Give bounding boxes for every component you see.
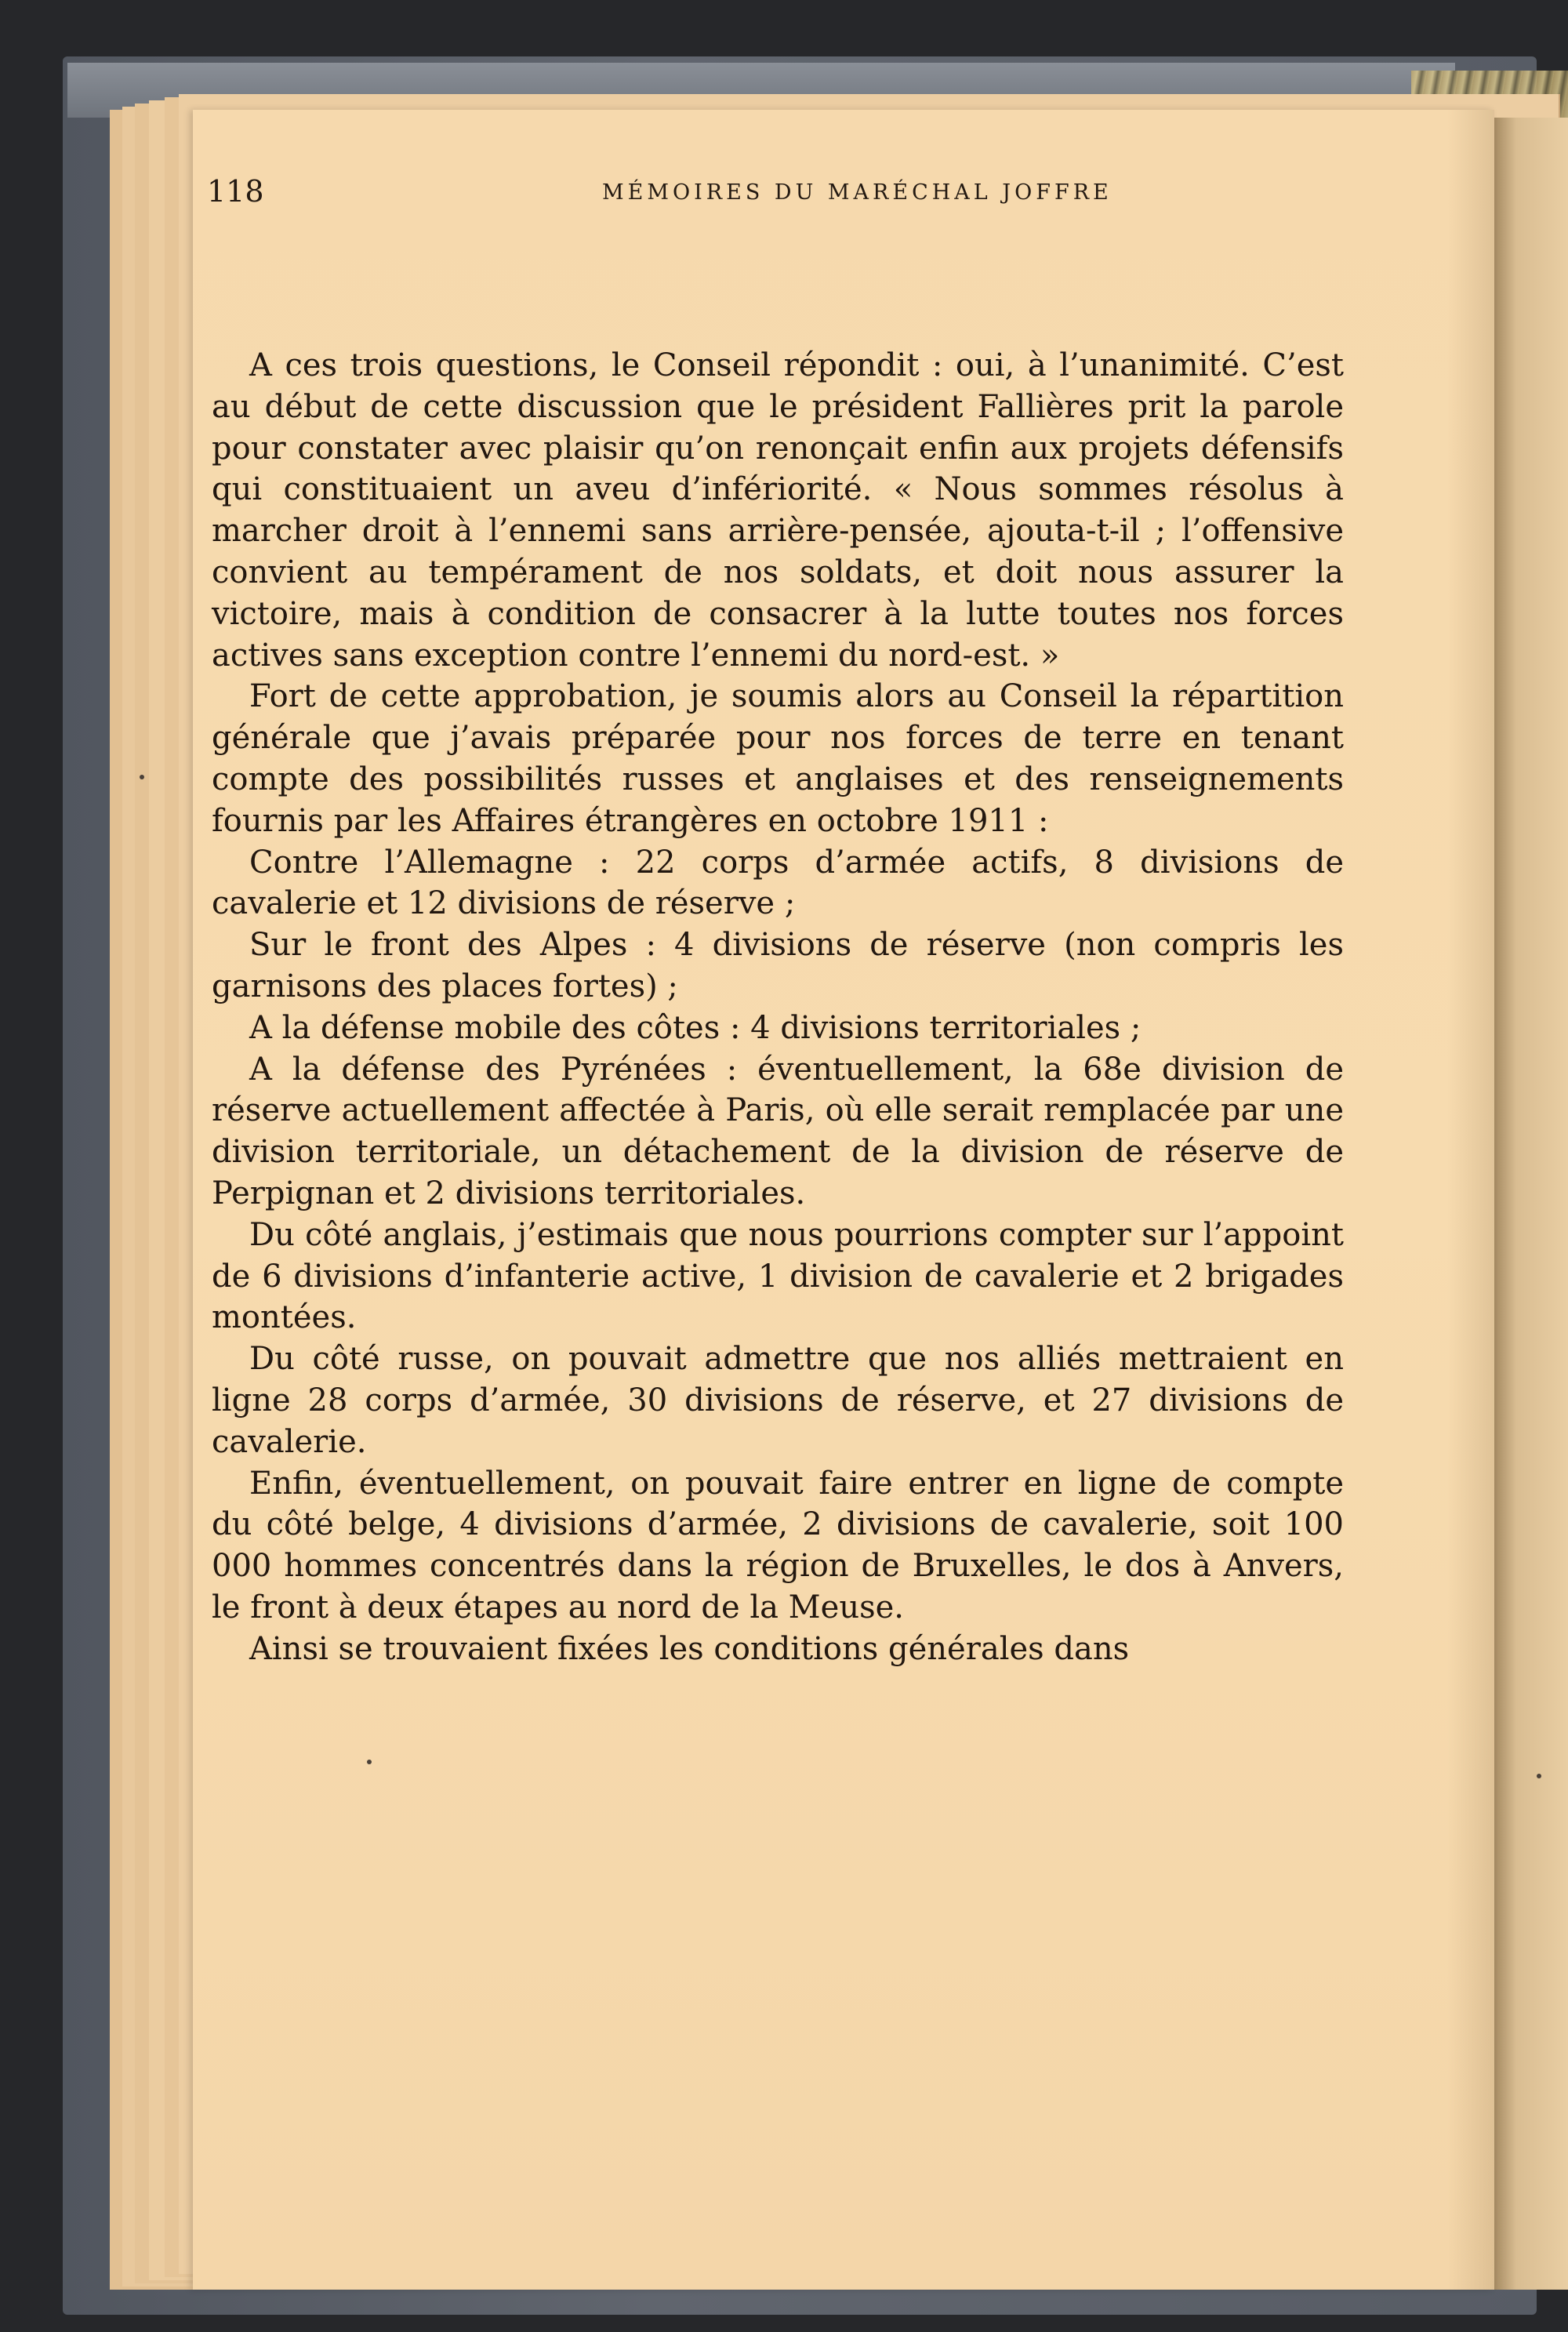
- body-text: [212, 345, 1344, 1670]
- paragraph: Ainsi se trouvaient fixées les conditions générales dans: [249, 1630, 1130, 1667]
- paragraph: Sur le front des Alpes : 4 divisions de réserve (non compris les garnisons des places fortes) ;: [212, 927, 1344, 1004]
- margin-speck: [1537, 1774, 1541, 1778]
- paragraph: A la défense mobile des côtes : 4 divisions territoriales ;: [249, 1009, 1142, 1046]
- paragraph: Contre l’Allemagne : 22 corps d’armée actifs, 8 divisions de cavalerie et 12 divisions de réserve ;: [212, 844, 1344, 922]
- gutter-shadow: [1447, 110, 1494, 2290]
- paragraph: Fort de cette approbation, je soumis alors au Conseil la répartition générale que j’avais préparée pour nos forces de terre en tenant compte des possibilités russes et anglaises et des renseignements fournis par les Affaires étrangères en octobre 1911 :: [212, 678, 1344, 839]
- margin-speck: [140, 775, 144, 779]
- paragraph: Du côté russe, on pouvait admettre que nos alliés mettraient en ligne 28 corps d’armée, 30 divisions de réserve, et 27 divisions de cavalerie.: [212, 1341, 1344, 1460]
- margin-speck: [367, 1760, 372, 1764]
- paragraph: A la défense des Pyrénées : éventuellement, la 68e division de réserve actuellement affectée à Paris, où elle serait remplacée par une division territoriale, un détachement de la division de réserve de Perpignan et 2 divisions territoriales.: [212, 1051, 1344, 1211]
- paragraph: A ces trois questions, le Conseil répondit : oui, à l’unanimité. C’est au début de cette discussion que le président Fallières prit la parole pour constater avec plaisir qu’on renonçait enfin aux projets défensifs qui constituaient un aveu d’infériorité. « Nous sommes résolus à marcher droit à l’ennemi sans arrière-pensée, ajouta-t-il ; l’offensive convient au tempérament de nos soldats, et doit nous assurer la victoire, mais à condition de consacrer à la lutte toutes nos forces actives sans exception contre l’ennemi du nord-est. »: [212, 347, 1344, 674]
- page-number: 118: [207, 174, 264, 209]
- facing-page-edge: [1494, 118, 1568, 2290]
- paragraph: Enfin, éventuellement, on pouvait faire entrer en ligne de compte du côté belge, 4 divisions d’armée, 2 divisions de cavalerie, soit 100 000 hommes concentrés dans la région de Bruxelles, le dos à Anvers, le front à deux étapes au nord de la Meuse.: [212, 1465, 1344, 1625]
- page-header: [207, 174, 1226, 221]
- running-title: MÉMOIRES DU MARÉCHAL JOFFRE: [602, 180, 1112, 205]
- paragraph: Du côté anglais, j’estimais que nous pourrions compter sur l’appoint de 6 divisions d’infanterie active, 1 division de cavalerie et 2 brigades montées.: [212, 1216, 1344, 1336]
